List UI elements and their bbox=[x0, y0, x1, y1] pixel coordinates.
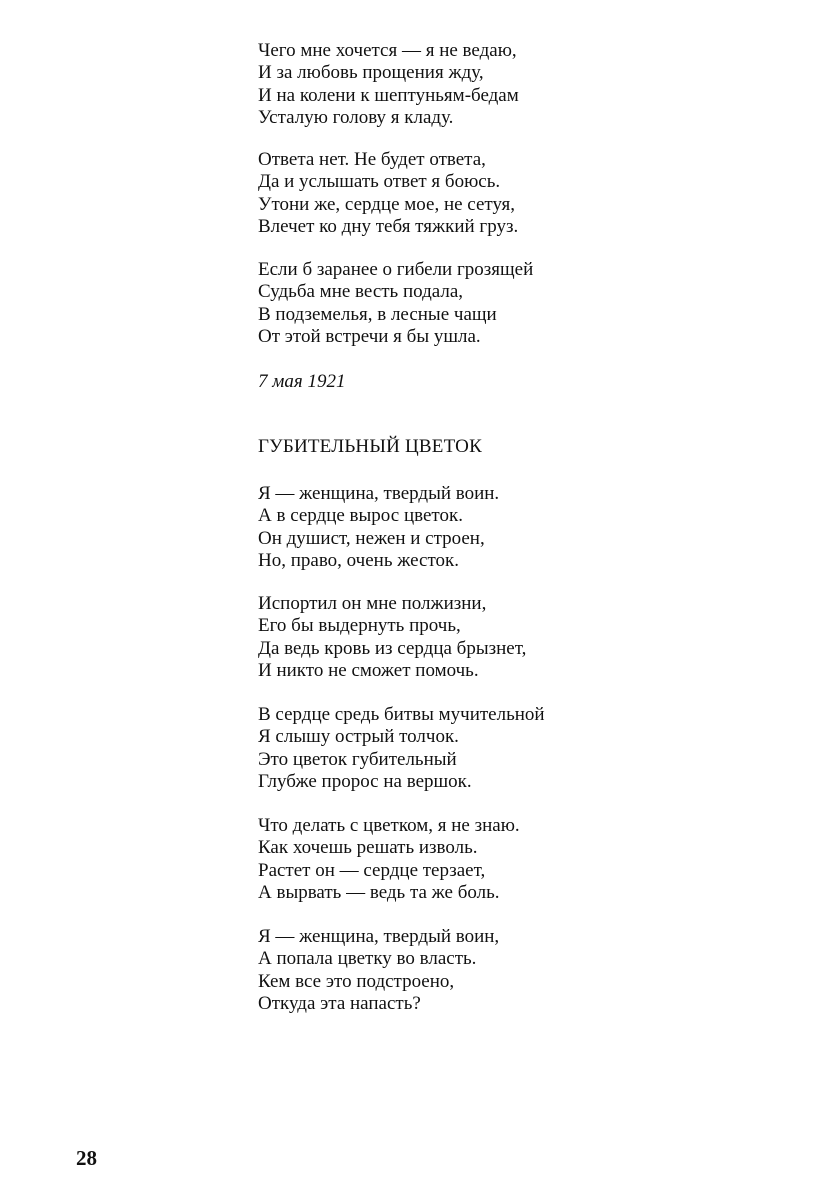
poem-line: И за любовь прощения жду, bbox=[258, 62, 484, 84]
stanza bbox=[258, 40, 519, 129]
stanza bbox=[258, 149, 518, 238]
poem-line: А вырвать — ведь та же боль. bbox=[258, 881, 500, 903]
poem-line: Растет он — сердце терзает, bbox=[258, 859, 486, 881]
poem-line: А в сердце вырос цветок. bbox=[258, 505, 463, 527]
page-number: 28 bbox=[76, 1146, 97, 1170]
stanza bbox=[258, 926, 499, 1015]
poem-line: Но, право, очень жесток. bbox=[258, 549, 459, 571]
poem-line: Это цветок губительный bbox=[258, 748, 457, 770]
poem-line: Да ведь кровь из сердца брызнет, bbox=[258, 637, 527, 659]
poem-line: Глубже пророс на вершок. bbox=[258, 770, 472, 792]
poem-line: От этой встречи я бы ушла. bbox=[258, 325, 481, 347]
poem-line: Утони же, сердце мое, не сетуя, bbox=[258, 193, 515, 215]
poem-date: 7 мая 1921 bbox=[258, 371, 346, 392]
poem-line: И никто не сможет помочь. bbox=[258, 659, 479, 681]
stanza bbox=[258, 704, 545, 793]
poem-line: Если б заранее о гибели грозящей bbox=[258, 259, 534, 280]
poem-line: В подземелья, в лесные чащи bbox=[258, 303, 497, 325]
poem-line: Я — женщина, твердый воин. bbox=[258, 483, 500, 504]
poem-line: Что делать с цветком, я не знаю. bbox=[258, 815, 520, 836]
poem-line: Я — женщина, твердый воин, bbox=[258, 926, 500, 947]
poem-line: А попала цветку во власть. bbox=[258, 948, 477, 970]
stanza bbox=[258, 259, 533, 348]
poem-line: Судьба мне весть подала, bbox=[258, 281, 464, 303]
stanza bbox=[258, 593, 526, 682]
poem-line: В сердце средь битвы мучительной bbox=[258, 704, 545, 725]
poem-line: Как хочешь решать изволь. bbox=[258, 837, 478, 859]
poem-title: ГУБИТЕЛЬНЫЙ ЦВЕТОК bbox=[258, 436, 482, 457]
poem-line: И на колени к шептуньям-бедам bbox=[258, 84, 519, 106]
poem-line: Испортил он мне полжизни, bbox=[258, 593, 487, 614]
poem-line: Я слышу острый толчок. bbox=[258, 726, 459, 748]
poem-line: Усталую голову я кладу. bbox=[258, 106, 454, 128]
poem-line: Его бы выдернуть прочь, bbox=[258, 615, 461, 637]
stanza bbox=[258, 815, 520, 904]
stanza bbox=[258, 483, 499, 572]
poem-line: Да и услышать ответ я боюсь. bbox=[258, 171, 501, 193]
poem-line: Он душист, нежен и строен, bbox=[258, 527, 485, 549]
poem-line: Влечет ко дну тебя тяжкий груз. bbox=[258, 215, 519, 237]
poem-line: Кем все это подстроено, bbox=[258, 970, 455, 992]
poem-line: Ответа нет. Не будет ответа, bbox=[258, 149, 486, 170]
poem-line: Откуда эта напасть? bbox=[258, 992, 421, 1014]
poem-line: Чего мне хочется — я не ведаю, bbox=[258, 40, 517, 61]
